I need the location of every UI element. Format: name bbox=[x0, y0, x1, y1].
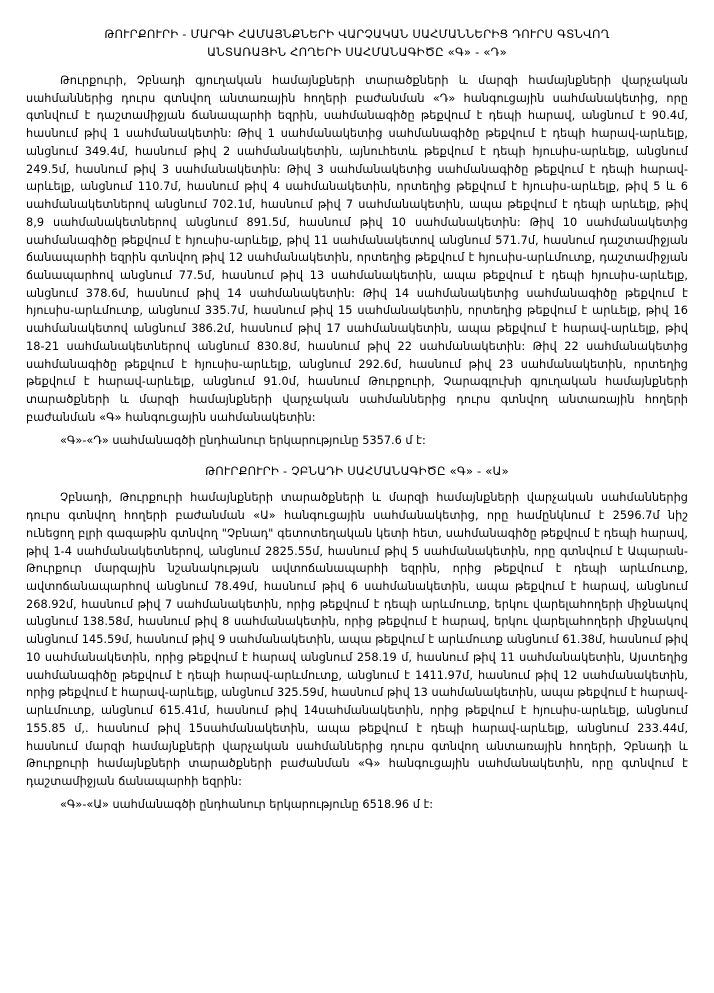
document-title-line-2: ԱՆՏԱՌԱՅԻՆ ՀՈՂԵՐԻ ՍԱՀՄԱՆԱԳԻԾԸ «Գ» - «Դ» bbox=[207, 44, 507, 59]
paragraph-gd-total-length: «Գ»-«Դ» սահմանագծի ընդհանուր երկարությունը 5357.6 մ է: bbox=[60, 433, 426, 447]
paragraph-gd-description: Թուրքուրի, Չբնադի գյուղական համայնքների տարածքների և մարզի համայնքների վարչական սահմաններից դուրս գտնվող անտառային հողերի բաժանման «Դ» հանգուցային սահմանակետից, որը գտնվում է դաշտամիջյան ճանապարհի եզրին, սահմանագիծը թեքվում է դեպի հարավ, անցնում է 90.4մ, հասնում թիվ 1 սահմանակետին: Թիվ 1 սահմանակետից սահմանագիծը թեքվում է դեպի հարավ-արևելք, անցնում 349.4մ, հասնում թիվ 2 սահմանակետին, այնուհետև թեքվում է դեպի հյուսիս-արևելք, անցնում 249.5մ, հասնում թիվ 3 սահմանակետին: Թիվ 3 սահմանակետից սահմանագիծը թեքվում է դեպի հարավ-արևելք, անցնում 110.7մ, հասնում թիվ 4 սահմանակետին, որտեղից թեքվում է հյուսիս-արևելք, թիվ 5 և 6 սահմանակետներով անցնում 702.1մ, հասնում թիվ 7 սահմանակետին, ապա թեքվում է դեպի արևելք, թիվ 8,9 սահմանակետներով անցնում 891.5մ, հասնում թիվ 10 սահմանակետին: Թիվ 10 սահմանակետից սահմանագիծը թեքվում է հյուսիս-արևելք, թիվ 11 սահմանակետով անցնում 571.7մ, հասնում դաշտամիջյան ճանապարհի եզրին գտնվող թիվ 12 սահմանակետին, որտեղից թեքվում է հյուսիս-արևմուտք, դաշտամիջյան ճանապարհով անցնում 77.5մ, հասնում թիվ 13 սահմանակետին, ապա թեքվում է դեպի հյուսիս-արևելք, անցնում 378.6մ, հասնում թիվ 14 սահմանակետին: Թիվ 14 սահմանակետից սահմանագիծը թեքվում է հյուսիս-արևմուտք, անցնում 335.7մ, հասնում թիվ 15 սահմանակետին, որտեղից թեքվում է արևելք, թիվ 16 սահմանակետով անցնում 386.2մ, հասնում թիվ 17 սահմանակետին, ապա թեքվում է հարավ-արևելք, թիվ 18-21 սահմանակետներով անցնում 830.8մ, հասնում թիվ 22 սահմանակետին: Թիվ 22 սահմանակետից սահմանագիծը թեքվում է հյուսիս-արևելք, անցնում 292.6մ, հասնում թիվ 23 սահմանակետին, որտեղից թեքվում է հարավ-արևելք, անցնում 91.0մ, հասնում Թուրքուրի, Չարագլուխի գյուղական համայնքների տարածքների և մարզի համայնքների վարչական սահմաններից դուրս գտնվող անտառային հողերի բաժանման «Գ» հանգուցային սահմանակետին: bbox=[26, 73, 688, 424]
section-heading-ga: ԹՈՒՐՔՈՒՐԻ - ՉԲՆԱԴԻ ՍԱՀՄԱՆԱԳԻԾԸ «Գ» - «Ա» bbox=[205, 464, 509, 479]
document-title-line-1: ԹՈՒՐՔՈՒՐԻ - ՄԱՐԳԻ ՀԱՄԱՅՆՔՆԵՐԻ ՎԱՐՉԱԿԱՆ ՍԱՀՄԱՆՆԵՐԻՑ ԴՈՒՐՍ ԳՏՆՎՈՂ bbox=[104, 27, 610, 41]
paragraph-ga-total-length: «Գ»-«Ա» սահմանագծի ընդհանուր երկարությունը 6518.96 մ է: bbox=[60, 797, 434, 811]
document-title bbox=[26, 26, 688, 62]
paragraph-ga-description: Չբնադի, Թուրքուրի համայնքների տարածքների և մարզի համայնքների վարչական սահմաններից դուրս գտնվող հողերի բաժանման «Ա» հանգուցային սահմանակետից, որը համընկնում է 2596.7մ նիշ ունեցող բլրի գագաթին գտնվող "Չբնադ" գետոտեղական կետի հետ, սահմանագիծը թեքվում է դեպի հարավ, թիվ 1-4 սահմանակետներով, անցնում 2825.55մ, հասնում թիվ 5 սահմանակետին, որը գտնվում է Ապարան-Թուրքուր մարզային նշանակության ավտոճանապարհի եզրին, որից թեքվում է դեպի արևմուտք, ավտոճանապարհով անցնում 78.49մ, հասնում թիվ 6 սահմանակետին, ապա թեքվում է հարավ, անցնում 268.92մ, հասնում թիվ 7 սահմանակետին, որից թեքվում է դեպի արևմուտք, երկու վարելահողերի միջնակով անցնում 138.58մ, հասնում թիվ 8 սահմանակետին, որից թեքվում է հարավ, երկու վարելահողերի միջնակով անցնում 145.59մ, հասնում թիվ 9 սահմանակետին, ապա թեքվում է արևմուտք անցնում 61.38մ, հասնում թիվ 10 սահմանակետին, որից թեքվում է հարավ անցնում 258.19 մ, հասնում թիվ 11 սահմանակետին, Այստեղից սահմանագիծը թեքվում է դեպի հարավ-արևմուտք, անցնում է 1411.97մ, հասնում թիվ 12 սահմանակետին, որից թեքվում է հարավ-արևելք, անցնում 325.59մ, հասնում թիվ 13 սահմանակետին, ապա թեքվում է հարավ-արևմուտք, անցնում 615.41մ, հասնում թիվ 14սահմանակետին, որից թեքվում է հյուսիս-արևելք, անցնում 155.85 մ,. հասնում թիվ 15սահմանակետին, ապա թեքվում է դեպի հարավ-արևելք, անցնում 233.44մ, հասնում մարզի համայնքների վարչական սահմաններից դուրս գտնվող անտառային հողերի, Չբնադի և Թուրքուրի համայնքների տարածքների բաժանման «Գ» հանգուցային սահմանակետին, որը գտնվում է դաշտամիջյան ճանապարհի եզրին: bbox=[26, 491, 688, 789]
